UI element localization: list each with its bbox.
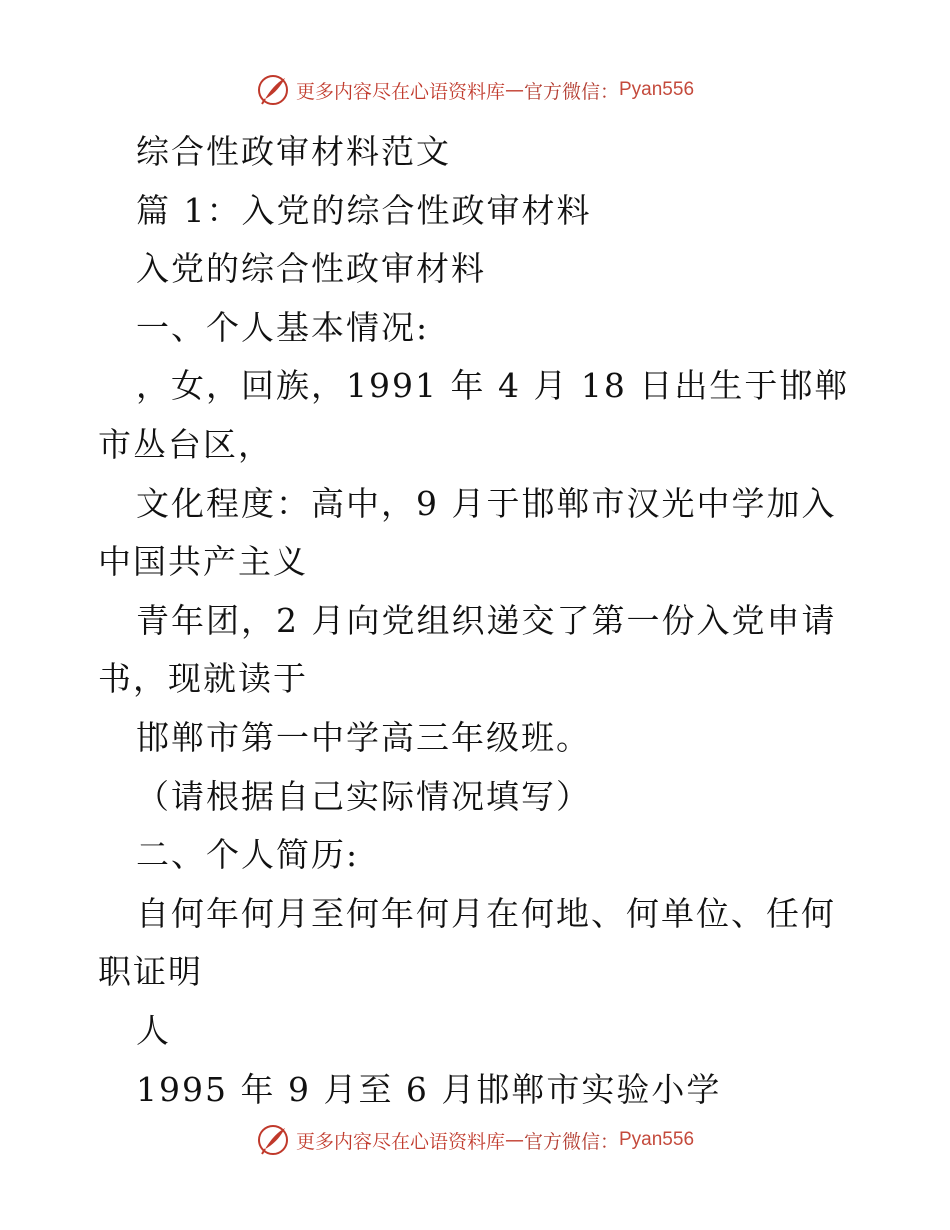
watermark-text: 更多内容尽在心语资料库 — [295, 80, 505, 103]
watermark-wechat-id: Pyan556 — [619, 79, 695, 100]
watermark-wechat-label: 官方微信： — [523, 1130, 619, 1153]
watermark-separator: — — [504, 1129, 524, 1151]
document-body — [98, 123, 858, 1119]
heading-resume: 二、个人简历: — [136, 835, 360, 875]
watermark-wechat-id: Pyan556 — [619, 1129, 695, 1150]
watermark-banner-top — [0, 70, 950, 110]
sub-title: 入党的综合性政审材料 — [136, 249, 486, 289]
watermark-separator: — — [504, 79, 524, 101]
paragraph: 文化程度：高中，9 月于邯郸市汉光中学加入中国共产主义 — [98, 483, 837, 582]
watermark-text: 更多内容尽在心语资料库 — [295, 1130, 505, 1153]
paragraph: 自何年何月至何年何月在何地、何单位、任何职证明 — [98, 893, 836, 992]
heading-basic-info: 一、个人基本情况: — [136, 307, 430, 347]
feather-pen-logo-icon — [256, 1123, 290, 1157]
section-heading: 篇 1：入党的综合性政审材料 — [136, 190, 592, 230]
paragraph: 人 — [136, 1010, 171, 1050]
watermark-wechat-label: 官方微信： — [523, 80, 619, 103]
feather-pen-logo-icon — [256, 73, 290, 107]
paragraph-note: （请根据自己实际情况填写） — [136, 776, 591, 816]
paragraph: 1995 年 9 月至 6 月邯郸市实验小学 — [136, 1069, 722, 1109]
paragraph: 青年团，2 月向党组织递交了第一份入党申请书，现就读于 — [98, 600, 837, 699]
doc-title: 综合性政审材料范文 — [136, 132, 451, 171]
paragraph: 邯郸市第一中学高三年级班。 — [136, 717, 591, 757]
watermark-banner-bottom — [0, 1120, 950, 1160]
paragraph: ，女，回族，1991 年 4 月 18 日出生于邯郸市丛台区， — [98, 366, 850, 464]
